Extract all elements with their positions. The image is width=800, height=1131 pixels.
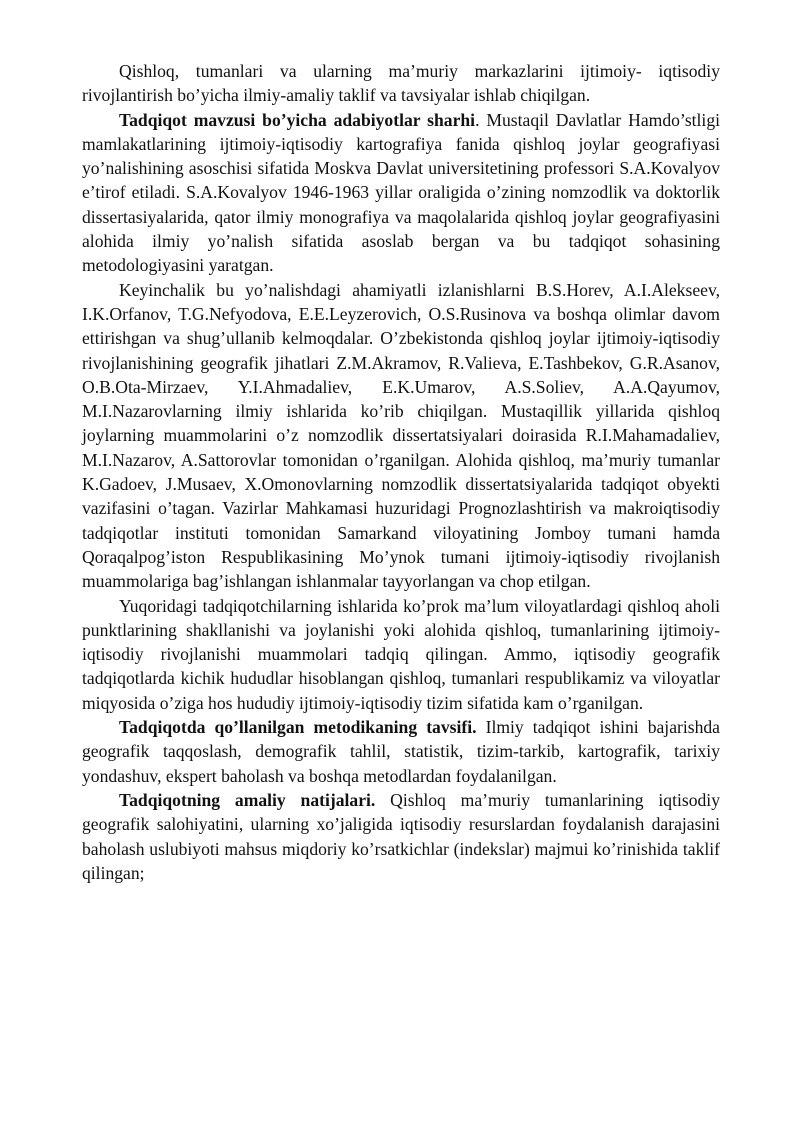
paragraph-practical-results bbox=[82, 788, 720, 885]
paragraph-text: . Mustaqil Davlatlar Hamdo’stligi mamlakatlarining ijtimoiy-iqtisodiy kartografiya fanida qishloq joylar geografiyasi yo’nalishining asoschisi sifatida Moskva Davlat universitetining professori S.A.Kovalyov e’tirof etiladi. S.A.Kovalyov 1946-1963 yillar oraligida o’zining nomzodlik va doktorlik dissertasiyalarida, qator ilmiy monografiya va maqolalarida qishloq joylar geografiyasini alohida ilmiy yo’nalish sifatida asoslab bergan va bu tadqiqot sohasining metodologiyasini yaratgan. bbox=[82, 109, 721, 276]
paragraph-researchers bbox=[82, 278, 720, 594]
section-heading-practical-results: Tadqiqotning amaliy natijalari. bbox=[119, 789, 376, 810]
paragraph-text: Qishloq, tumanlari va ularning ma’muriy markazlarini ijtimoiy- iqtisodiy rivojlantirish bo’yicha ilmiy-amaliy taklif va tavsiyalar ishlab chiqilgan. bbox=[82, 61, 720, 106]
paragraph-research-gap bbox=[82, 594, 720, 715]
paragraph-literature-review bbox=[82, 108, 720, 278]
paragraph-text: Keyinchalik bu yo’nalishdagi ahamiyatli izlanishlarni B.S.Horev, A.I.Alekseev, I.K.Orfanov, T.G.Nefyodova, E.E.Leyzerovich, O.S.Rusinova va boshqa olimlar davom ettirishgan va shug’ullanib kelmoqdalar. O’zbekistonda qishloq joylar ijtimoiy-iqtisodiy rivojlanishining geografik jihatlari Z.M.Akramov, R.Valieva, E.Tashbekov, G.R.Asanov, O.B.Ota-Mirzaev, Y.I.Ahmadaliev, E.K.Umarov, A.S.Soliev, A.A.Qayumov, M.I.Nazarovlarning ilmiy ishlarida ko’rib chiqilgan. Mustaqillik yillarida qishloq joylarning muammolarini o’z nomzodlik dissertatsiyalari doirasida R.I.Mahamadaliev, M.I.Nazarov, A.Sattorovlar tomonidan o’rganilgan. Alohida qishloq, ma’muriy tumanlar K.Gadoev, J.Musaev, X.Omonovlarning nomzodlik dissertatsiyalarida tadqiqot obyekti vazifasini o’tagan. Vazirlar Mahkamasi huzuridagi Prognozlashtirish va makroiqtisodiy tadqiqotlar instituti tomonidan Samarkand viloyatining Jomboy tumani hamda Qoraqalpog’iston Respublikasining Mo’ynok tumani ijtimoiy-iqtisodiy rivojlanish muammolariga bag’ishlangan ishlanmalar tayyorlangan va chop etilgan. bbox=[82, 279, 720, 592]
section-heading-methodology: Tadqiqotda qo’llanilgan metodikaning tavsifi. bbox=[119, 717, 477, 738]
paragraph-text: Yuqoridagi tadqiqotchilarning ishlarida ko’prok ma’lum viloyatlardagi qishloq aholi punktlarining shakllanishi va joylanishi yoki alohida qishloq, tumanlarining ijtimoiy-iqtisodiy rivojlanishi muammolari tadqiq qilingan. Ammo, iqtisodiy geografik tadqiqotlarda kichik hududlar hisoblangan qishloq, tumanlari respublikamiz va viloyatlar miqyosida o’ziga hos hududiy ijtimoiy-iqtisodiy tizim sifatida kam o’rganilgan. bbox=[82, 595, 720, 713]
paragraph-methodology bbox=[82, 715, 720, 788]
paragraph-intro-conclusion bbox=[82, 59, 720, 108]
paragraph-text: Ilmiy tadqiqot ishini bajarishda geografik taqqoslash, demografik tahlil, statistik, tizim-tarkib, kartografik, tarixiy yondashuv, ekspert baholash va boshqa metodlardan foydalanilgan. bbox=[82, 717, 720, 786]
paragraph-text: Qishloq ma’muriy tumanlarining iqtisodiy geografik salohiyatini, ularning xo’jaligida iqtisodiy resurslardan foydalanish darajasini baholash uslubiyoti mahsus miqdoriy ko’rsatkichlar (indekslar) majmui ko’rinishida taklif qilingan; bbox=[82, 789, 720, 883]
section-heading-literature-review: Tadqiqot mavzusi bo’yicha adabiyotlar sharhi bbox=[119, 109, 476, 130]
